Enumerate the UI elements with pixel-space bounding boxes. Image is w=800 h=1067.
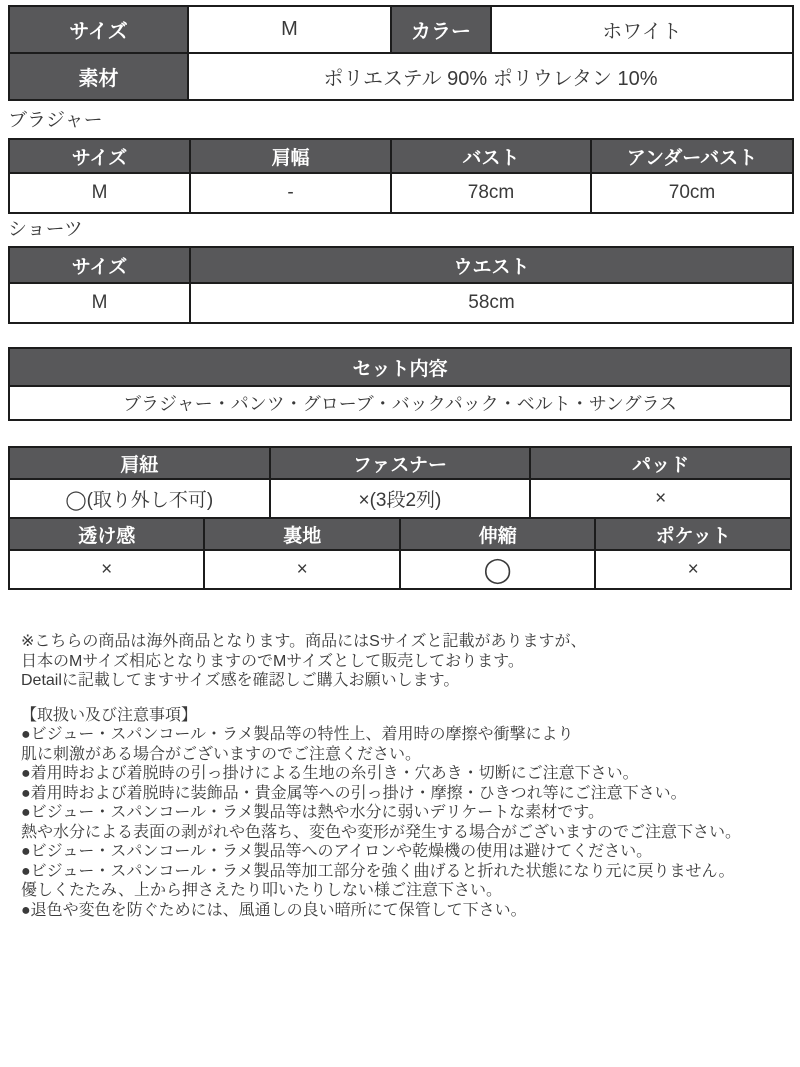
- care-note-line: ●着用時および着脱時の引っ掛けによる生地の糸引き・穴あき・切断にご注意下さい。: [21, 765, 639, 782]
- size-header: サイズ: [9, 6, 188, 53]
- bra-bust-value: 78cm: [391, 173, 591, 213]
- material-value: ポリエステル 90% ポリウレタン 10%: [188, 53, 793, 100]
- shorts-size-value: M: [9, 283, 190, 323]
- fastener-header: ファスナー: [270, 447, 531, 479]
- shoulder-strap-header: 肩紐: [9, 447, 270, 479]
- bra-underbust-header: アンダーバスト: [591, 139, 793, 173]
- care-notes-heading: 【取扱い及び注意事項】: [21, 706, 198, 724]
- product-spec-sheet: [0, 5, 800, 920]
- bra-header-row: [9, 139, 793, 173]
- bra-data-row: [9, 173, 793, 213]
- features-top-header-row: [9, 447, 791, 479]
- lining-value: ×: [204, 550, 399, 589]
- care-note-line: 肌に刺激がある場合がございますのでご注意ください。: [21, 745, 422, 763]
- features-table: [8, 446, 792, 590]
- disclaimer-line: 日本のMサイズ相応となりますのでMサイズとして販売しております。: [21, 652, 524, 670]
- set-contents-table: [8, 347, 792, 421]
- disclaimer-line: Detailに記載してますサイズ感を確認しご購入お願いします。: [21, 672, 460, 689]
- features-bottom-data-row: [9, 550, 791, 589]
- sheerness-value: ×: [9, 550, 204, 589]
- bra-underbust-value: 70cm: [591, 173, 793, 213]
- fastener-value: ×(3段2列): [270, 479, 531, 518]
- set-header-row: [9, 348, 791, 386]
- care-note-line: ●着用時および着脱時に装飾品・貴金属等への引っ掛け・摩擦・ひきつれ等にご注意下さい。: [21, 784, 687, 802]
- care-note-line: ●ビジュー・スパンコール・ラメ製品等の特性上、着用時の摩擦や衝撃により: [21, 726, 574, 743]
- size-disclaimer: [21, 632, 792, 691]
- shorts-waist-header: ウエスト: [190, 247, 793, 283]
- sheerness-header: 透け感: [9, 518, 204, 550]
- shoulder-strap-value: ◯(取り外し不可): [9, 479, 270, 518]
- shorts-waist-value: 58cm: [190, 283, 793, 323]
- set-contents-header: セット内容: [9, 348, 791, 386]
- spec-row-material: [9, 53, 793, 100]
- features-bottom-header-row: [9, 518, 791, 550]
- shorts-data-row: [9, 283, 793, 323]
- features-top-data-row: [9, 479, 791, 518]
- bra-shoulder-header: 肩幅: [190, 139, 391, 173]
- pad-header: パッド: [530, 447, 791, 479]
- disclaimer-line: ※こちらの商品は海外商品となります。商品にはSサイズと記載がありますが、: [21, 633, 587, 650]
- bra-size-value: M: [9, 173, 190, 213]
- bra-table: [8, 138, 794, 214]
- color-value: ホワイト: [491, 6, 793, 53]
- set-contents-value: ブラジャー・パンツ・グローブ・バックパック・ベルト・サングラス: [9, 386, 791, 420]
- care-notes: [21, 706, 792, 921]
- shorts-table: [8, 246, 794, 324]
- shorts-section-title: ショーツ: [8, 219, 83, 240]
- spec-row-size-color: [9, 6, 793, 53]
- care-note-line: ●ビジュー・スパンコール・ラメ製品等加工部分を強く曲げると折れた状態になり元に戻りません。: [21, 862, 735, 880]
- bra-shoulder-value: -: [190, 173, 391, 213]
- size-value: M: [188, 6, 391, 53]
- pocket-header: ポケット: [595, 518, 791, 550]
- material-header: 素材: [9, 53, 188, 100]
- bra-bust-header: バスト: [391, 139, 591, 173]
- care-note-line: ●ビジュー・スパンコール・ラメ製品等へのアイロンや乾燥機の使用は避けてください。: [21, 843, 653, 860]
- stretch-header: 伸縮: [400, 518, 595, 550]
- spec-table: [8, 5, 794, 101]
- pocket-value: ×: [595, 550, 791, 589]
- pad-value: ×: [530, 479, 791, 518]
- shorts-size-header: サイズ: [9, 247, 190, 283]
- care-note-line: 優しくたたみ、上から押さえたり叩いたりしない様ご注意下さい。: [21, 882, 502, 899]
- bra-section-title: ブラジャー: [8, 110, 103, 131]
- care-note-line: 熱や水分による表面の剥がれや色落ち、変色や変形が発生する場合がございますのでご注意下さい。: [21, 823, 742, 841]
- stretch-value: ◯: [400, 550, 595, 589]
- care-note-line: ●退色や変色を防ぐためには、風通しの良い暗所にて保管して下さい。: [21, 901, 527, 919]
- color-header: カラー: [391, 6, 491, 53]
- lining-header: 裏地: [204, 518, 399, 550]
- set-data-row: [9, 386, 791, 420]
- bra-size-header: サイズ: [9, 139, 190, 173]
- care-note-line: ●ビジュー・スパンコール・ラメ製品等は熱や水分に弱いデリケートな素材です。: [21, 804, 604, 821]
- shorts-header-row: [9, 247, 793, 283]
